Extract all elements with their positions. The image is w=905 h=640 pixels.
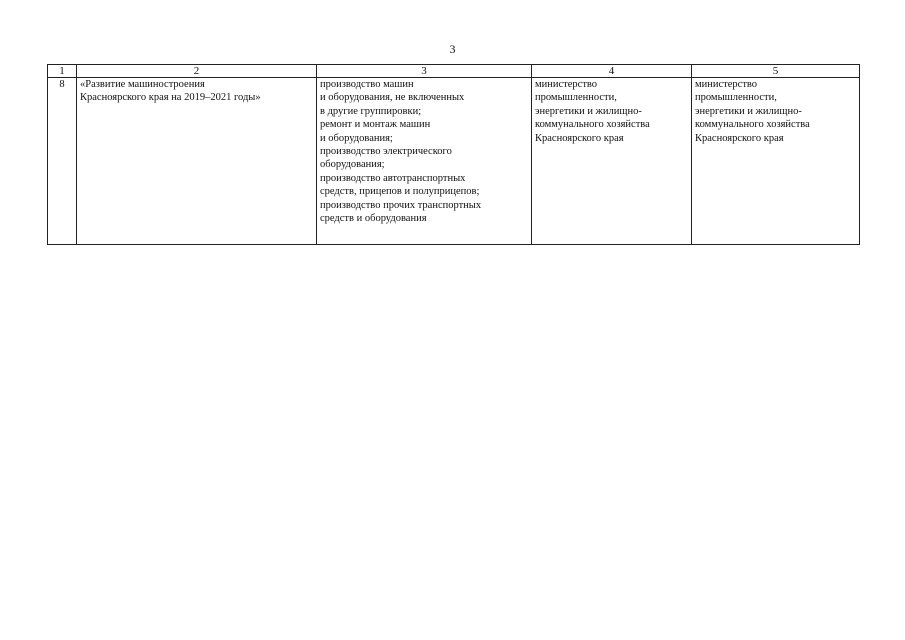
header-cell-1: 1 <box>48 65 77 78</box>
table-header-row <box>48 65 860 78</box>
header-cell-2: 2 <box>77 65 317 78</box>
table-row <box>48 78 860 245</box>
programs-table <box>47 64 860 245</box>
responsible-executor-cell: министерство промышленности, энергетики и жилищно- коммунального хозяйства Красноярского края <box>532 78 692 245</box>
header-cell-5: 5 <box>692 65 860 78</box>
activities-cell: производство машин и оборудования, не включенных в другие группировки; ремонт и монтаж машин и оборудования; производство электрического оборудования; производство автотранспортных средств, прицепов и полуприцепов; производство прочих транспортных средств и оборудования <box>317 78 532 245</box>
program-name-cell: «Развитие машиностроения Красноярского края на 2019–2021 годы» <box>77 78 317 245</box>
header-cell-3: 3 <box>317 65 532 78</box>
page-number: 3 <box>449 42 456 56</box>
header-cell-4: 4 <box>532 65 692 78</box>
row-number-cell: 8 <box>48 78 77 245</box>
coordinator-cell: министерство промышленности, энергетики и жилищно- коммунального хозяйства Красноярского края <box>692 78 860 245</box>
